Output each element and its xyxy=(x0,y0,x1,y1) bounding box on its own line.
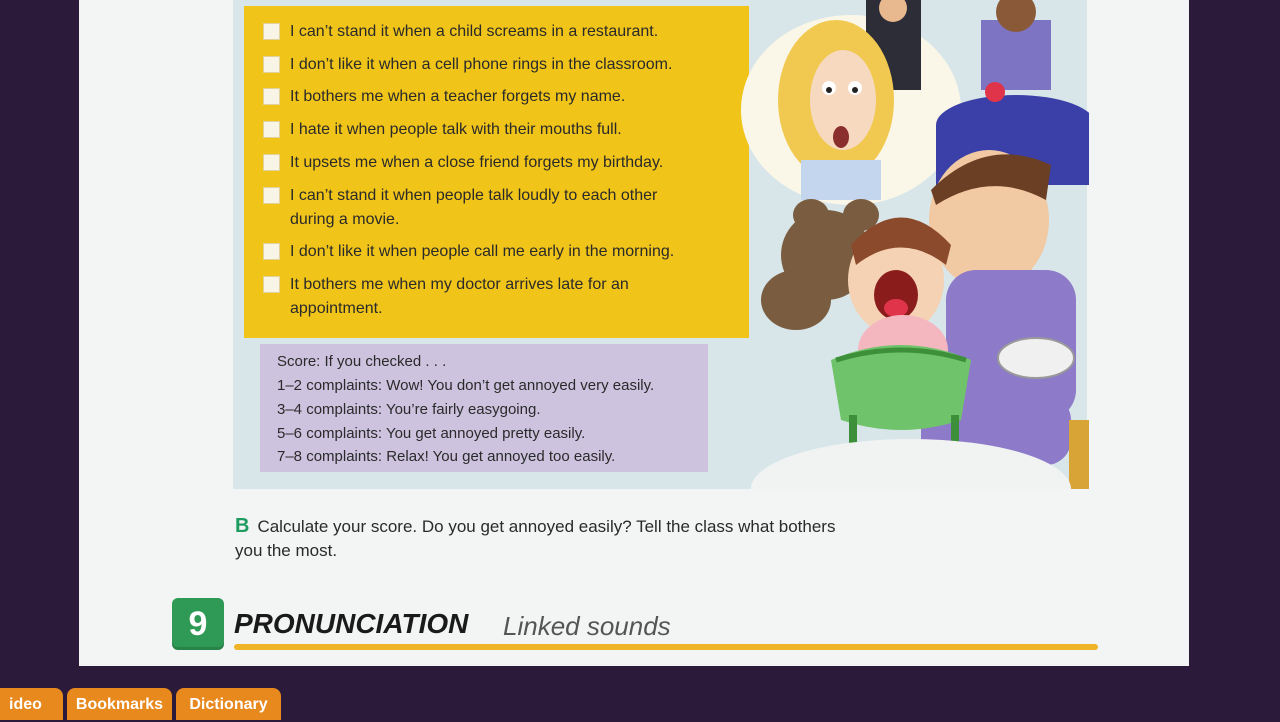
checkbox[interactable] xyxy=(263,121,280,138)
checklist-item-text: I don’t like it when a cell phone rings in the classroom. xyxy=(290,56,673,73)
section-divider xyxy=(234,644,1098,650)
section-title: PRONUNCIATION xyxy=(234,608,469,639)
checklist-item[interactable] xyxy=(263,240,710,264)
checkbox[interactable] xyxy=(263,243,280,260)
checklist-item[interactable] xyxy=(263,53,710,77)
checklist-item[interactable] xyxy=(263,85,710,109)
score-heading: Score: If you checked . . . xyxy=(277,353,447,370)
score-row: 1–2 complaints: Wow! You don’t get annoyed very easily. xyxy=(277,377,655,394)
score-row: 7–8 complaints: Relax! You get annoyed too easily. xyxy=(277,448,616,465)
checklist-item[interactable] xyxy=(263,151,710,175)
score-box xyxy=(260,344,708,472)
checklist-item-text: I can’t stand it when a child screams in a restaurant. xyxy=(290,23,659,40)
cartoon-illustration xyxy=(731,0,1089,489)
section-subtitle: Linked sounds xyxy=(503,611,671,641)
part-b-text: Calculate your score. Do you get annoyed easily? Tell the class what bothers you the most. xyxy=(235,517,836,560)
part-b-instruction xyxy=(235,514,855,563)
textbook-page xyxy=(79,0,1189,666)
checkbox[interactable] xyxy=(263,23,280,40)
checkbox[interactable] xyxy=(263,56,280,73)
checklist-item-text: I hate it when people talk with their mouths full. xyxy=(290,121,622,138)
checklist-item-text: It upsets me when a close friend forgets my birthday. xyxy=(290,154,664,171)
checklist-item-text: It bothers me when a teacher forgets my name. xyxy=(290,88,626,105)
checklist-item[interactable] xyxy=(263,273,660,321)
score-row: 5–6 complaints: You get annoyed pretty easily. xyxy=(277,425,586,442)
part-b-letter: B xyxy=(235,515,250,537)
section-number-badge: 9 xyxy=(172,598,224,650)
tab-bookmarks[interactable]: Bookmarks xyxy=(67,688,172,720)
checkbox[interactable] xyxy=(263,154,280,171)
checklist-item-text: I can’t stand it when people talk loudly to each other during a movie. xyxy=(290,187,658,228)
checklist-item[interactable] xyxy=(263,20,710,44)
score-row: 3–4 complaints: You’re fairly easygoing. xyxy=(277,401,541,418)
checklist-item[interactable] xyxy=(263,184,690,232)
checklist-item[interactable] xyxy=(263,118,710,142)
checkbox[interactable] xyxy=(263,276,280,293)
tab-video[interactable]: ideo xyxy=(0,688,63,720)
checklist-box xyxy=(244,6,749,338)
checklist-item-text: I don’t like it when people call me early in the morning. xyxy=(290,243,675,260)
checklist-item-text: It bothers me when my doctor arrives late for an appointment. xyxy=(290,276,629,317)
tab-dictionary[interactable]: Dictionary xyxy=(176,688,281,720)
checkbox[interactable] xyxy=(263,187,280,204)
checkbox[interactable] xyxy=(263,88,280,105)
